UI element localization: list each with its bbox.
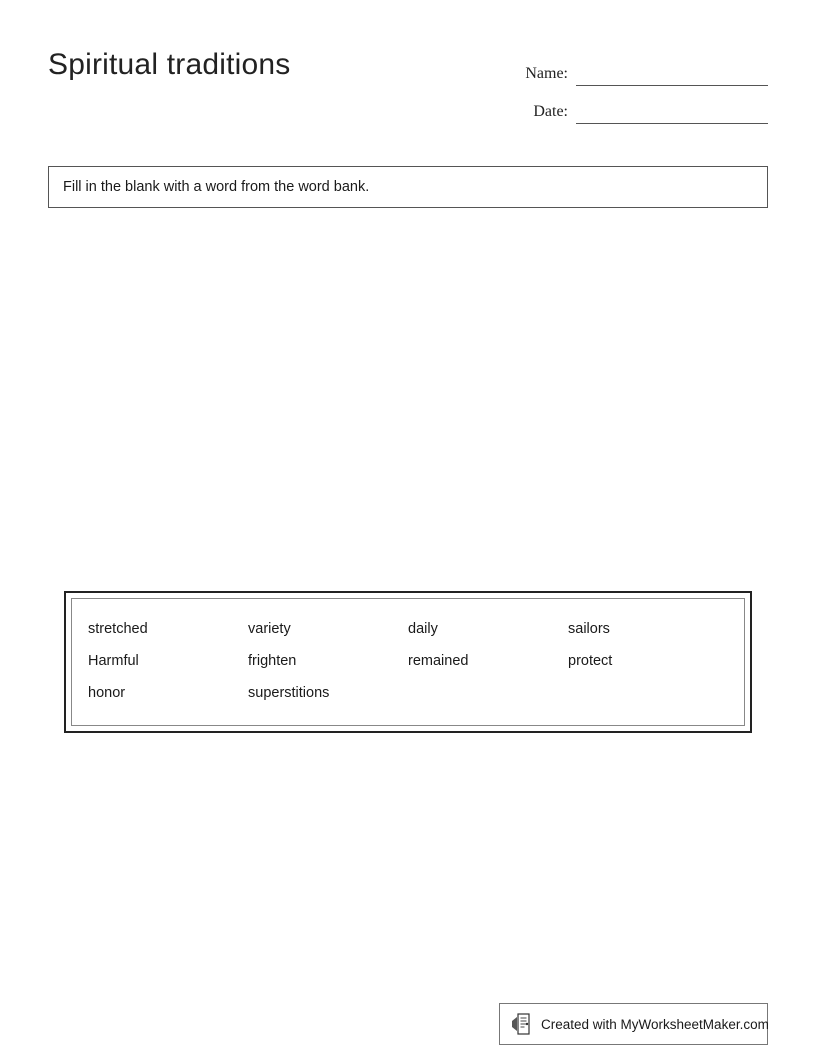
word-bank-word[interactable]: daily — [408, 621, 438, 637]
word-bank-word[interactable]: Harmful — [88, 653, 139, 669]
date-input-line[interactable] — [576, 103, 768, 124]
footer-badge[interactable] — [499, 1003, 768, 1045]
word-bank-word[interactable]: sailors — [568, 621, 610, 637]
instruction-box — [48, 166, 768, 208]
word-bank-word[interactable]: variety — [248, 621, 291, 637]
word-bank-word[interactable]: remained — [408, 653, 469, 669]
word-bank-word[interactable]: stretched — [88, 621, 148, 637]
date-row — [518, 86, 768, 124]
word-bank-word[interactable]: protect — [568, 653, 613, 669]
name-input-line[interactable] — [576, 65, 768, 86]
word-bank-word[interactable]: frighten — [248, 653, 297, 669]
footer-text: Created with MyWorksheetMaker.com — [541, 1016, 769, 1032]
worksheet-maker-logo-icon — [512, 1013, 532, 1035]
word-bank-word[interactable]: superstitions — [248, 685, 330, 701]
word-bank — [64, 591, 752, 733]
word-bank-inner — [71, 598, 745, 726]
word-bank-row — [88, 645, 728, 677]
instruction-text: Fill in the blank with a word from the word bank. — [63, 179, 370, 195]
word-bank-word[interactable]: honor — [88, 685, 126, 701]
page-title: Spiritual traditions — [48, 48, 291, 81]
word-bank-word — [408, 677, 568, 709]
word-bank-word — [568, 677, 728, 709]
name-label: Name: — [525, 65, 568, 82]
date-label: Date: — [533, 103, 568, 120]
word-bank-row — [88, 677, 728, 709]
name-row — [518, 48, 768, 86]
word-bank-row — [88, 613, 728, 645]
name-date-block — [518, 48, 768, 124]
